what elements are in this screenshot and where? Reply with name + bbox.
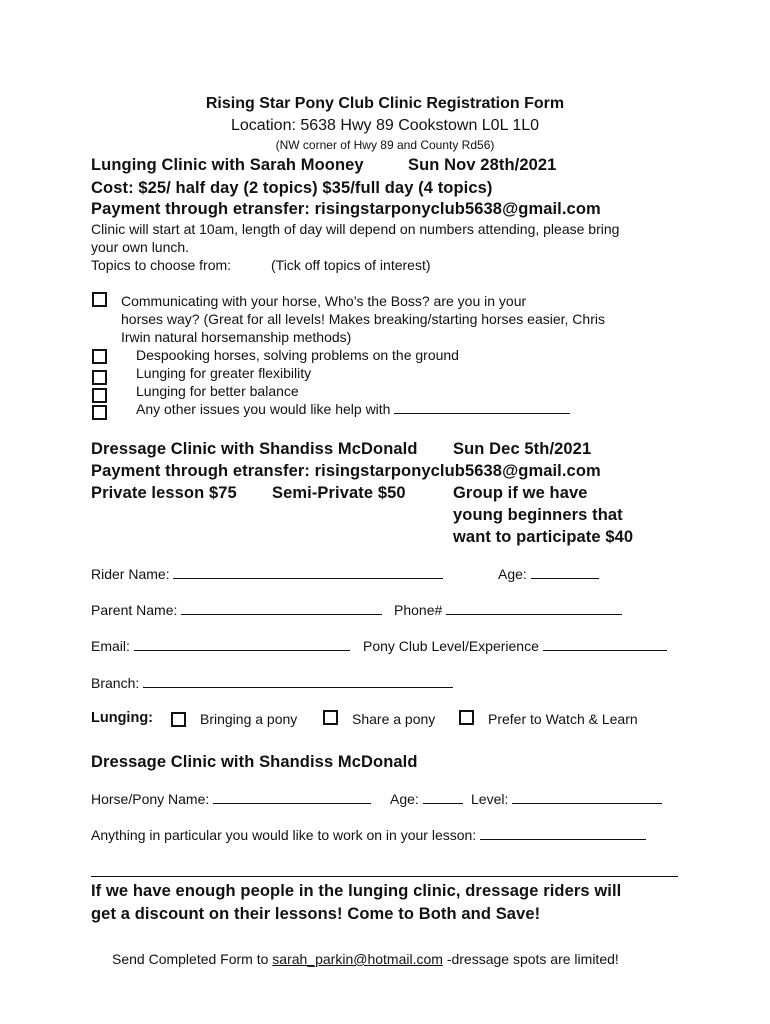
horse-name-label: Horse/Pony Name: (91, 791, 210, 807)
topic-communicating-checkbox[interactable] (92, 292, 107, 307)
phone-input-line[interactable] (446, 602, 622, 615)
watch-learn-label: Prefer to Watch & Learn (488, 711, 638, 727)
rider-name-field (91, 566, 443, 582)
level-field (471, 791, 662, 807)
bringing-pony-label: Bringing a pony (200, 711, 298, 727)
share-pony-checkbox[interactable] (323, 710, 338, 725)
topics-label: Topics to choose from: (91, 257, 232, 273)
lunging-clinic-date: Sun Nov 28th/2021 (408, 156, 557, 174)
watch-learn-checkbox[interactable] (459, 710, 474, 725)
level-label: Level: (471, 791, 509, 807)
semi-private-price: Semi-Private $50 (272, 484, 406, 502)
branch-input-line[interactable] (143, 675, 453, 688)
send-suffix: -dressage spots are limited! (446, 951, 619, 967)
topic-other-label (136, 401, 570, 417)
share-pony-label: Share a pony (352, 711, 436, 727)
form-title: Rising Star Pony Club Clinic Registration Form (205, 95, 565, 112)
private-lesson-price: Private lesson $75 (91, 484, 237, 502)
bringing-pony-checkbox[interactable] (171, 712, 186, 727)
group-price-line1: Group if we have (453, 484, 588, 502)
topic-communicating-line1: Communicating with your horse, Who’s the Boss? are you in your (121, 293, 527, 309)
age-label: Age: (498, 566, 527, 582)
topic-flexibility-label: Lunging for greater flexibility (136, 365, 312, 381)
send-form-line (112, 951, 619, 967)
work-on-label: Anything in particular you would like to work on in your lesson: (91, 827, 477, 843)
age-input-line[interactable] (531, 566, 599, 579)
dressage-clinic-heading: Dressage Clinic with Shandiss McDonald (91, 440, 418, 458)
lunging-clinic-heading: Lunging Clinic with Sarah Mooney (91, 156, 364, 174)
work-on-input-line[interactable] (480, 827, 646, 840)
work-on-field (91, 827, 646, 843)
topic-despooking-label: Despooking horses, solving problems on the ground (136, 347, 459, 363)
parent-name-label: Parent Name: (91, 602, 178, 618)
branch-label: Branch: (91, 675, 140, 691)
work-on-extra-line[interactable] (91, 876, 678, 877)
rider-name-input-line[interactable] (173, 566, 443, 579)
topics-hint: (Tick off topics of interest) (271, 257, 431, 273)
topic-balance-checkbox[interactable] (92, 388, 107, 403)
promo-line1: If we have enough people in the lunging clinic, dressage riders will (91, 882, 622, 900)
horse-age-input-line[interactable] (423, 791, 463, 804)
phone-label: Phone# (394, 602, 443, 618)
pony-club-level-input-line[interactable] (543, 638, 667, 651)
topic-communicating-line2: horses way? (Great for all levels! Makes breaking/starting horses easier, Chris (121, 311, 605, 327)
branch-field (91, 675, 453, 691)
horse-name-input-line[interactable] (213, 791, 371, 804)
group-price-line2: young beginners that (453, 506, 623, 524)
dressage-payment: Payment through etransfer: risingstarponyclub5638@gmail.com (91, 462, 601, 480)
group-price-line3: want to participate $40 (453, 528, 634, 546)
topic-balance-label: Lunging for better balance (136, 383, 299, 399)
rider-name-label: Rider Name: (91, 566, 170, 582)
topic-communicating-line3: Irwin natural horsemanship methods) (121, 329, 352, 345)
dressage-clinic-date: Sun Dec 5th/2021 (453, 440, 592, 458)
email-input-line[interactable] (134, 638, 350, 651)
lunging-info-line2: your own lunch. (91, 239, 190, 255)
lunging-cost: Cost: $25/ half day (2 topics) $35/full day (4 topics) (91, 179, 493, 197)
email-label: Email: (91, 638, 130, 654)
lunging-info-line1: Clinic will start at 10am, length of day will depend on numbers attending, please bring (91, 221, 620, 237)
email-field (91, 638, 350, 654)
dressage-form-heading: Dressage Clinic with Shandiss McDonald (91, 753, 418, 771)
send-prefix: Send Completed Form to (112, 951, 269, 967)
topic-other-input-line[interactable] (394, 401, 570, 414)
horse-age-label: Age: (390, 791, 419, 807)
pony-club-level-label: Pony Club Level/Experience (363, 638, 539, 654)
lunging-options-label: Lunging: (91, 710, 154, 726)
pony-club-level-field (363, 638, 667, 654)
horse-name-field (91, 791, 371, 807)
topic-other-text: Any other issues you would like help with (136, 401, 391, 417)
topic-flexibility-checkbox[interactable] (92, 370, 107, 385)
parent-name-input-line[interactable] (181, 602, 382, 615)
topic-despooking-checkbox[interactable] (92, 349, 107, 364)
topic-other-checkbox[interactable] (92, 405, 107, 420)
phone-field (394, 602, 622, 618)
send-email-link[interactable]: sarah_parkin@hotmail.com (272, 951, 443, 967)
age-field (498, 566, 599, 582)
lunging-payment: Payment through etransfer: risingstarponyclub5638@gmail.com (91, 200, 601, 218)
promo-line2: get a discount on their lessons! Come to Both and Save! (91, 905, 541, 923)
parent-name-field (91, 602, 382, 618)
location-note: (NW corner of Hwy 89 and County Rd56) (275, 138, 495, 152)
horse-age-field (390, 791, 463, 807)
level-input-line[interactable] (512, 791, 662, 804)
location-line: Location: 5638 Hwy 89 Cookstown L0L 1L0 (230, 117, 540, 134)
